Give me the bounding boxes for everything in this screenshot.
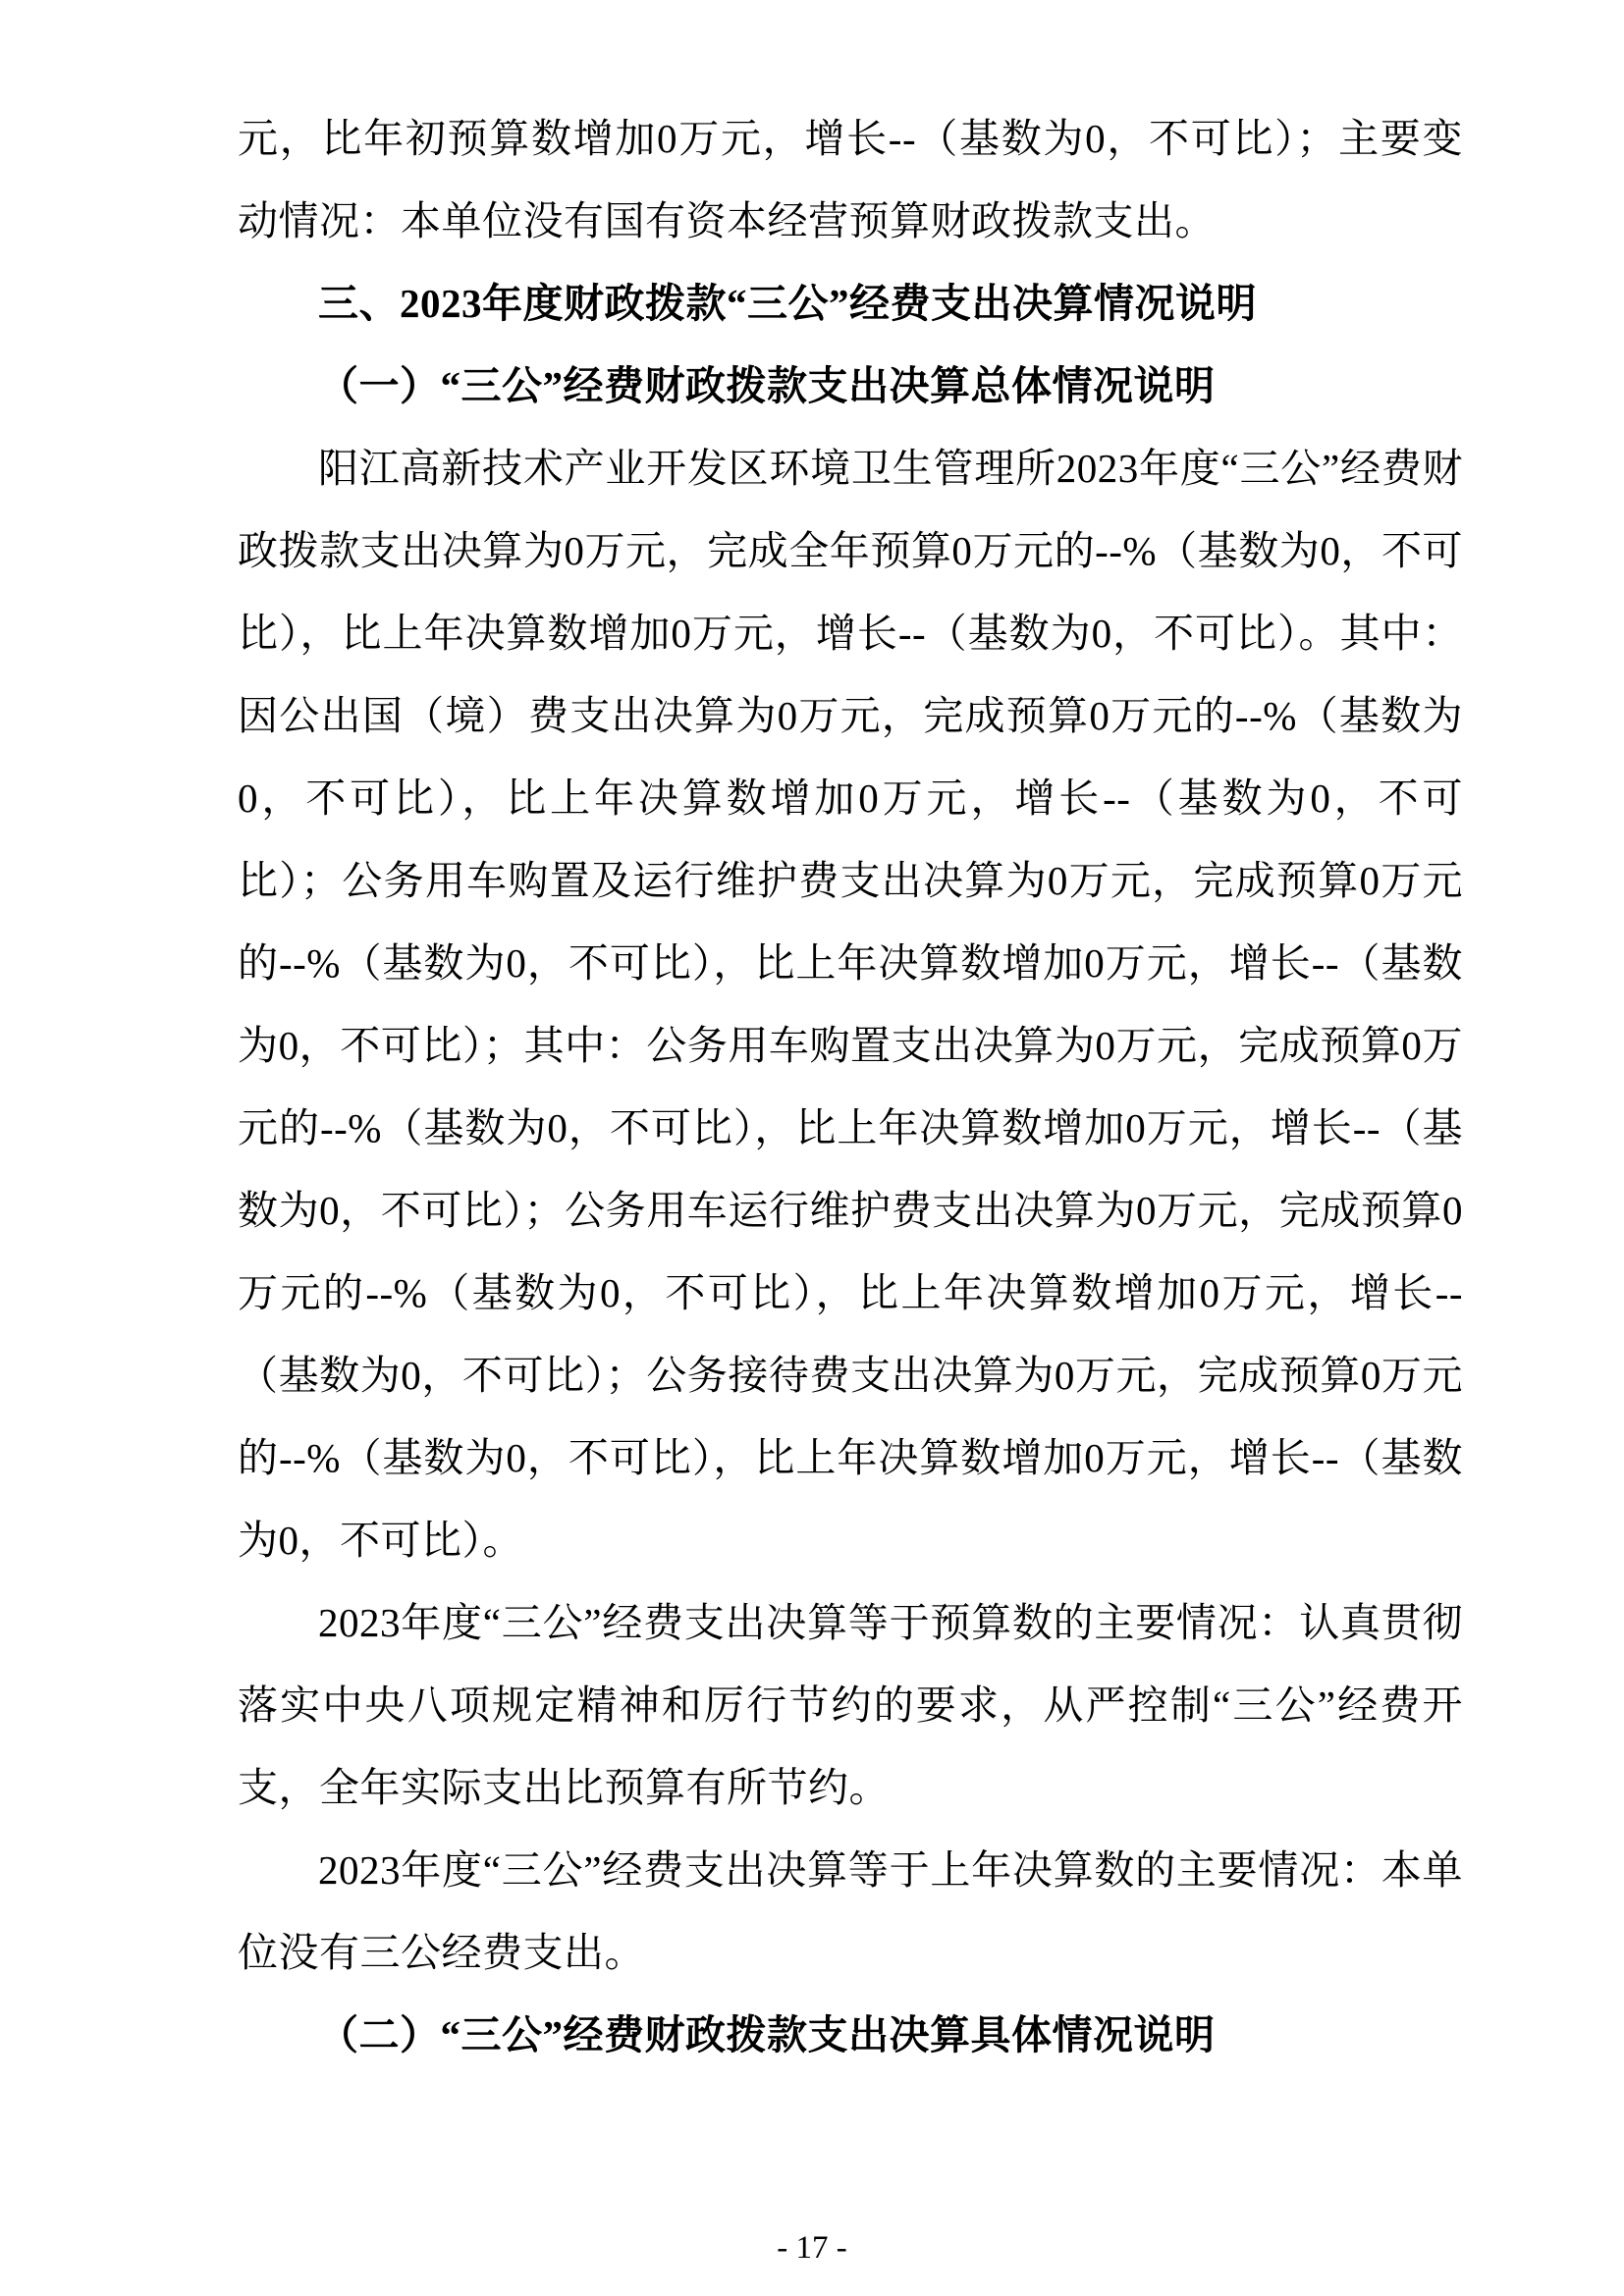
subsection-heading-specific: （二）“三公”经费财政拨款支出决算具体情况说明 [318, 2012, 1216, 2057]
subsection-heading-overall: （一）“三公”经费财政拨款支出决算总体情况说明 [318, 363, 1216, 408]
paragraph-continuation: 元，比年初预算数增加0万元，增长--（基数为0，不可比）；主要变动情况：本单位没有国有资本经营预算财政拨款支出。 [238, 116, 1463, 243]
paragraph-overall-situation: 阳江高新技术产业开发区环境卫生管理所2023年度“三公”经费财政拨款支出决算为0万元，完成全年预算0万元的--%（基数为0，不可比），比上年决算数增加0万元，增长--（基数为0，不可比）。其中：因公出国（境）费支出决算为0万元，完成预算0万元的--%（基数为0，不可比），比上年决算数增加0万元，增长--（基数为0，不可比）；公务用车购置及运行维护费支出决算为0万元，完成预算0万元的--%（基数为0，不可比），比上年决算数增加0万元，增长--（基数为0，不可比）；其中：公务用车购置支出决算为0万元，完成预算0万元的--%（基数为0，不可比），比上年决算数增加0万元，增长--（基数为0，不可比）；公务用车运行维护费支出决算为0万元，完成预算0万元的--%（基数为0，不可比），比上年决算数增加0万元，增长--（基数为0，不可比）；公务接待费支出决算为0万元，完成预算0万元的--%（基数为0，不可比），比上年决算数增加0万元，增长--（基数为0，不可比）。 [238, 446, 1463, 1563]
section-heading: 三、2023年度财政拨款“三公”经费支出决算情况说明 [318, 281, 1257, 326]
document-body [238, 97, 1463, 2076]
paragraph-equal-to-last-year: 2023年度“三公”经费支出决算等于上年决算数的主要情况：本单位没有三公经费支出。 [238, 1847, 1463, 1975]
page-footer [0, 2226, 1624, 2269]
page-number: - 17 - [777, 2230, 847, 2266]
paragraph-equal-to-budget: 2023年度“三公”经费支出决算等于预算数的主要情况：认真贯彻落实中央八项规定精神和厉行节约的要求，从严控制“三公”经费开支，全年实际支出比预算有所节约。 [238, 1600, 1463, 1810]
